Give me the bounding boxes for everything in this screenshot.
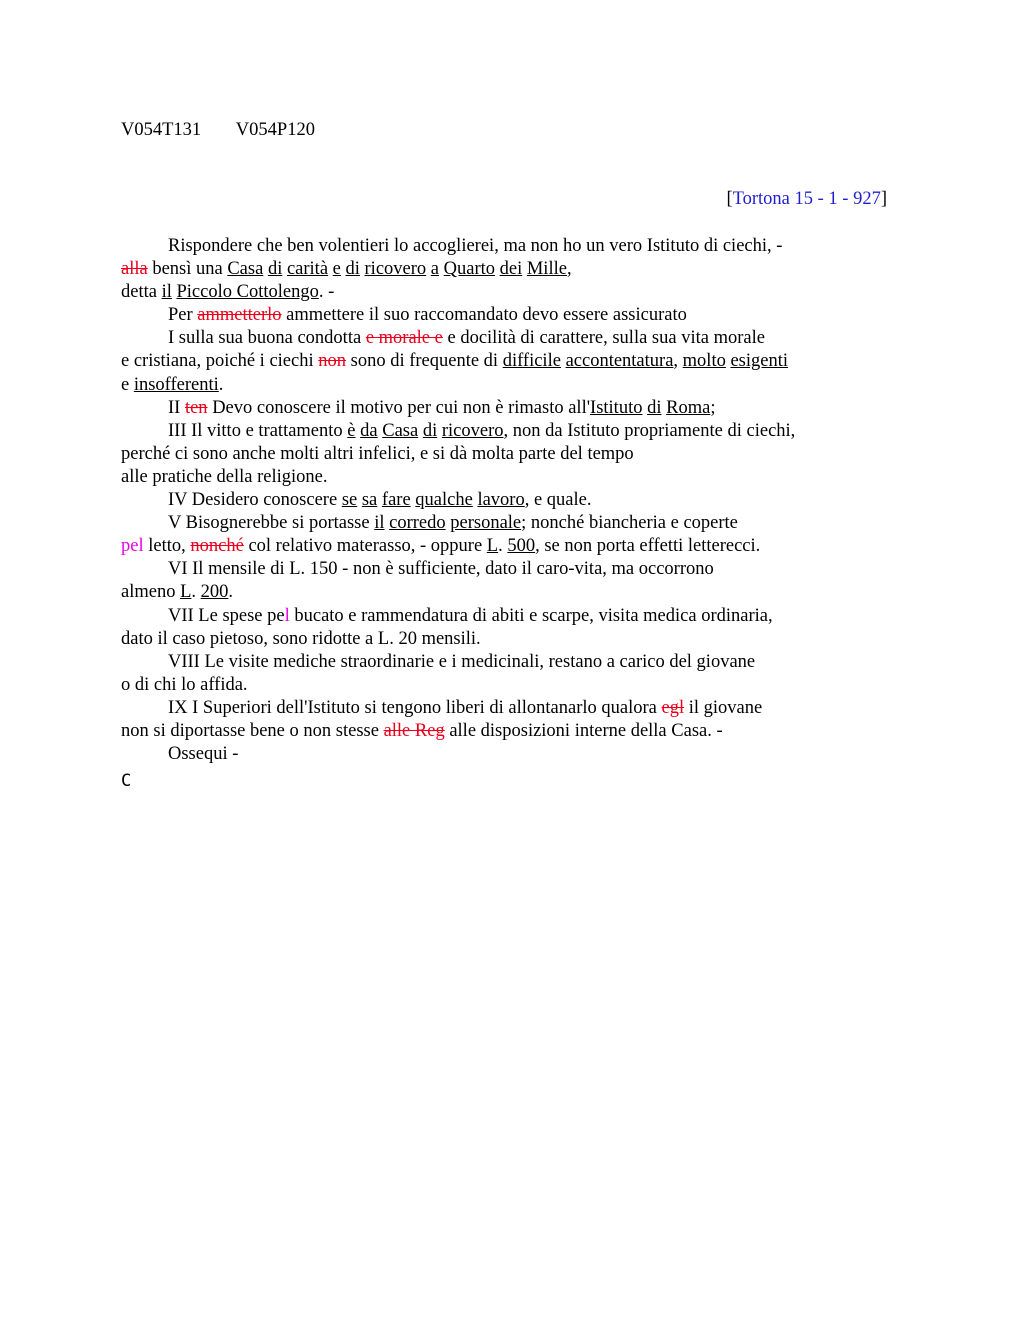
underlined-text: 500 [507,536,536,557]
underlined-text: di [422,420,438,441]
text-line [121,697,901,720]
text-run: e [121,374,134,395]
text-run: IX I Superiori dell'Istituto si tengono liberi di allontanarlo qualora [168,697,662,718]
underlined-text: molto [682,351,726,372]
text-run: letto, [143,536,191,557]
underlined-text: il [374,513,385,534]
inserted-text: l [284,605,290,626]
underlined-text: a [430,259,439,280]
text-line [121,350,901,373]
text-run: ; nonché biancheria e coperte [521,513,738,534]
deleted-text: alle Reg [383,720,445,741]
underlined-text: dei [499,259,523,280]
text-line [121,628,901,651]
text-line [121,443,901,466]
underlined-text: Quarto [443,259,495,280]
text-run: III Il vitto e trattamento [168,420,348,441]
text-run: sono di frequente di [346,351,503,372]
text-run: V Bisognerebbe si portasse [168,513,375,534]
deleted-text: ten [184,397,208,418]
underlined-text: carità [286,259,329,280]
text-run: , se non porta effetti letterecci. [535,536,761,557]
text-run: bucato e rammendatura di abiti e scarpe, visita medica ordinaria, [289,605,773,626]
text-run: almeno [121,582,181,603]
underlined-text: accontentatura [565,351,674,372]
text-run: alle pratiche della religione. [121,466,328,487]
text-line [121,743,901,766]
underlined-text: Casa [227,259,264,280]
text-run: bensì una [147,259,228,280]
deleted-text: e morale e [365,328,443,349]
text-run: . [191,582,201,603]
underlined-text: se [341,490,358,511]
text-run: perché ci sono anche molti altri infelici, e si dà molta parte del tempo [121,443,634,464]
text-run: il giovane [684,697,763,718]
inserted-text: pel [121,536,144,557]
text-line [121,512,901,535]
date-line [726,189,887,210]
underlined-text: corredo [389,513,446,534]
volume-code: V054T131 [121,120,202,140]
text-run: , e quale. [524,490,592,511]
deleted-text: egl [661,697,685,718]
underlined-text: il [161,282,172,303]
text-run: Devo conoscere il motivo per cui non è rimasto all' [207,397,591,418]
text-run: dato il caso pietoso, sono ridotte a L. 20 mensili. [121,628,481,649]
underlined-text: di [267,259,283,280]
document-header [121,120,315,141]
text-run: Per [168,305,198,326]
text-run: II [168,397,185,418]
underlined-text: e [332,259,341,280]
text-run: e cristiana, poiché i ciechi [121,351,319,372]
text-line [121,420,901,443]
text-run: , [673,351,683,372]
underlined-text: L [180,582,192,603]
text-run: VII Le spese pe [168,605,285,626]
text-run: , [566,259,572,280]
letter-body [121,235,901,766]
deleted-text: nonché [190,536,244,557]
text-run: VIII Le visite mediche straordinarie e i medicinali, restano a carico del giovane [168,651,756,672]
underlined-text: Mille [526,259,567,280]
text-run: VI Il mensile di L. 150 - non è sufficiente, dato il caro-vita, ma occorrono [168,559,714,580]
text-line [121,304,901,327]
underlined-text: esigenti [730,351,789,372]
text-run: ammettere il suo raccomandato devo essere assicurato [281,305,687,326]
text-line [121,674,901,697]
text-run: detta [121,282,162,303]
text-line [121,397,901,420]
date-bracket-open: [ [726,189,733,209]
text-run: IV Desidero conoscere [168,490,342,511]
underlined-text: lavoro [477,490,525,511]
underlined-text: ricovero [364,259,427,280]
text-line [121,605,901,628]
text-line [121,327,901,350]
date-bracket-close: ] [880,189,887,209]
underlined-text: Istituto [590,397,643,418]
text-line [121,535,901,558]
underlined-text: Casa [382,420,419,441]
underlined-text: ricovero [441,420,504,441]
footer-mark: C [121,771,132,791]
underlined-text: insofferenti [133,374,219,395]
underlined-text: fare [381,490,411,511]
underlined-text: difficile [502,351,561,372]
text-run: e docilità di carattere, sulla sua vita morale [442,328,765,349]
text-line [121,281,901,304]
deleted-text: non [318,351,346,372]
text-line [121,235,901,258]
text-run: . [228,582,234,603]
text-run: non si diportasse bene o non stesse [121,720,384,741]
deleted-text: alla [121,259,148,280]
text-run: I sulla sua buona condotta [168,328,366,349]
underlined-text: da [360,420,378,441]
underlined-text: qualche [415,490,473,511]
underlined-text: personale [450,513,522,534]
deleted-text: ammetterlo [197,305,282,326]
text-run: Rispondere che ben volentieri lo accoglierei, ma non ho un vero Istituto di ciechi, - [168,236,783,256]
text-run: Ossequi - [168,744,239,765]
text-run: col relativo materasso, - oppure [243,536,487,557]
text-line [121,558,901,581]
underlined-text: L [486,536,499,557]
text-line [121,720,901,743]
underlined-text: 200 [200,582,229,603]
text-line [121,489,901,512]
text-run: o di chi lo affida. [121,674,248,695]
text-line [121,374,901,397]
text-line [121,651,901,674]
text-line [121,581,901,604]
underlined-text: Roma [666,397,711,418]
text-run: alle disposizioni interne della Casa. - [444,720,723,741]
text-run: . [498,536,508,557]
underlined-text: di [647,397,662,418]
underlined-text: di [345,259,360,280]
underlined-text: Piccolo Cottolengo [176,282,319,303]
page-code: V054P120 [235,120,315,140]
date-text: Tortona 15 - 1 - 927 [732,189,881,209]
text-run: . [218,374,224,395]
text-run: . - [318,282,335,303]
underlined-text: sa [361,490,378,511]
text-run: ; [710,397,716,418]
text-run: , non da Istituto propriamente di ciechi, [503,420,796,441]
text-line [121,258,901,281]
underlined-text: è [347,420,356,441]
text-line [121,466,901,489]
